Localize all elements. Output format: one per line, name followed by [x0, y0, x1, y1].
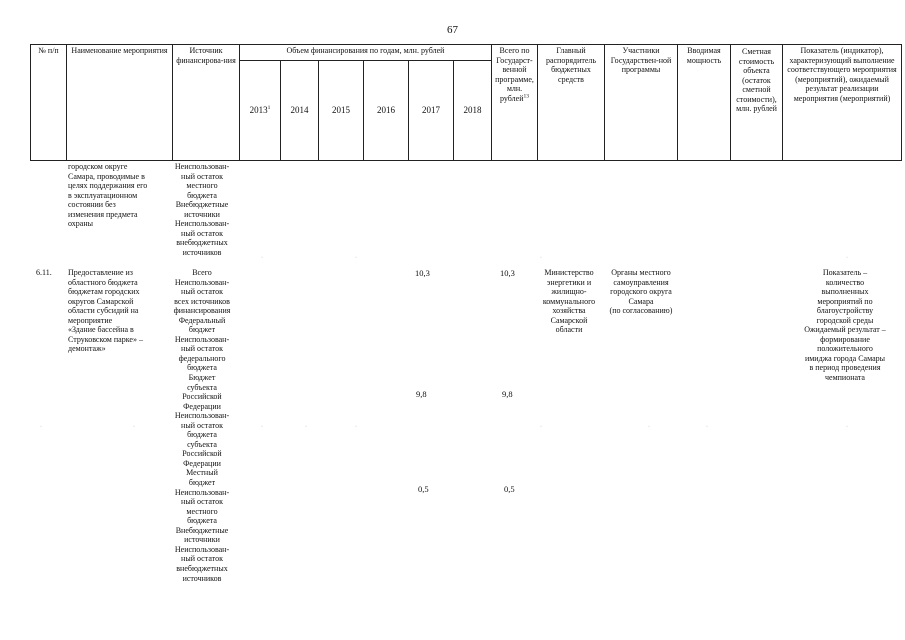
row-indicator-cell: Показатель – количество выполненных мероприятий по благоустройству городской среды Ожидаемый результат – формирование положительного имиджа города Самары в период проведения чемпионата — [804, 268, 886, 383]
col-header-manager: Главный распорядитель бюджетных средств — [538, 45, 605, 161]
col-header-name: Наименование мероприятия — [67, 45, 173, 161]
scan-speck: · — [706, 424, 708, 430]
value-total-2017: 10,3 — [415, 268, 430, 278]
col-header-total: Всего по Государст-венной программе, млн. рублей$^{13}$ — [492, 45, 538, 161]
col-header-source: Источник финансирова-ния — [173, 45, 240, 161]
scan-speck: · — [133, 424, 135, 430]
scan-speck: · — [261, 255, 263, 261]
scan-speck: · — [846, 424, 848, 430]
col-header-capacity: Вводимая мощность — [678, 45, 731, 161]
col-header-2017: 2017 — [409, 61, 454, 161]
col-header-num: № п/п — [31, 45, 67, 161]
col-header-indicator: Показатель (индикатор), характеризующий выполнение соответствующего мероприятия (мероприятий), ожидаемый результат реализации мероприятия (мероприятий) — [783, 45, 902, 161]
row-manager-cell: Министерство энергетики и жилищно- коммунального хозяйства Самарской области — [542, 268, 596, 335]
row-source-cell: Всего Неиспользован- ный остаток всех источников финансирования Федеральный бюджет Неиспользован- ный остаток федерального бюджета Бюджет субъекта Российской Федерации Неиспользован- ный остаток бюджета субъекта Российской Федерации Местный бюджет Неиспользован- ный остаток местного бюджета Внебюджетные источники Неиспользован- ный остаток внебюджетных источников — [173, 268, 231, 583]
scan-speck: · — [40, 424, 42, 430]
col-header-2015: 2015 — [319, 61, 364, 161]
value-local-sum: 0,5 — [504, 484, 515, 494]
value-total-sum: 10,3 — [500, 268, 515, 278]
col-header-participants: Участники Государствен-ной программы — [605, 45, 678, 161]
scan-speck: · — [355, 255, 357, 261]
col-header-2013: 2013$^1$ — [240, 61, 281, 161]
cont-name-cell: городском округе Самара, проводимые в целях поддержания его в эксплуатационном состоянии без изменения предмета охраны — [68, 162, 148, 229]
col-header-2014: 2014 — [281, 61, 319, 161]
col-header-volume: Объем финансирования по годам, млн. рублей — [240, 45, 492, 61]
value-subject-sum: 9,8 — [502, 389, 513, 399]
scan-speck: · — [540, 255, 542, 261]
row-number: 6.11. — [36, 268, 52, 277]
scan-speck: · — [261, 424, 263, 430]
row-participants-cell: Органы местного самоуправления городского округа Самара (по согласованию) — [609, 268, 673, 316]
scan-speck: · — [540, 424, 542, 430]
value-subject-2017: 9,8 — [416, 389, 427, 399]
col-header-2018: 2018 — [454, 61, 492, 161]
col-header-estimate: Сметная стоимость объекта (остаток сметной стоимости), млн. рублей — [731, 45, 783, 161]
scan-speck: · — [305, 424, 307, 430]
col-header-2016: 2016 — [364, 61, 409, 161]
page-number: 67 — [447, 24, 458, 36]
scan-speck: · — [846, 255, 848, 261]
value-local-2017: 0,5 — [418, 484, 429, 494]
scan-speck: · — [355, 424, 357, 430]
cont-source-cell: Неиспользован- ный остаток местного бюджета Внебюджетные источники Неиспользован- ный остаток внебюджетных источников — [174, 162, 230, 257]
table-header — [30, 44, 902, 161]
scan-speck: · — [648, 424, 650, 430]
row-name-cell: Предоставление из областного бюджета бюджетам городских округов Самарской области субсидий на мероприятие «Здание бассейна в Струковском парке» – демонтаж» — [68, 268, 143, 354]
